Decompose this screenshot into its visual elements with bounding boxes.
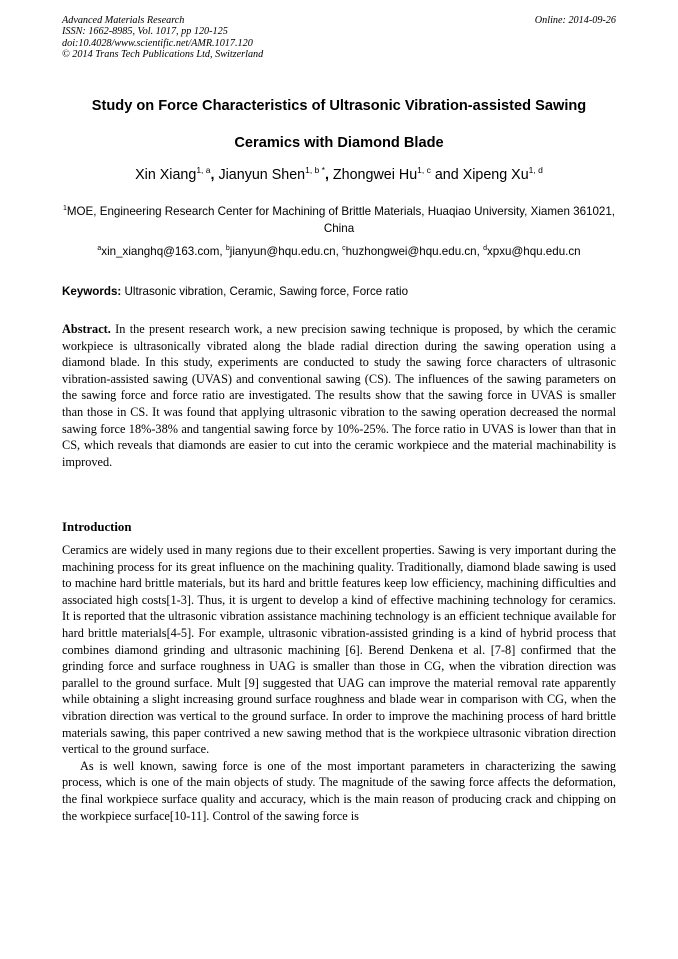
keywords-text: Ultrasonic vibration, Ceramic, Sawing force, Force ratio: [124, 285, 409, 298]
author-sep: ,: [210, 167, 219, 183]
author-name: Xipeng Xu: [462, 167, 529, 183]
paragraph: Ceramics are widely used in many regions due to their excellent properties. Sawing is very important during the machining process for its great influence on the machining quality. Traditionally, diamond blade sawing is used to machine hard brittle materials, but its hard and brittle features keep low efficiency, machining difficulties and associated high costs[1-3]. Thus, it is urgent to develop a kind of effective machining technology for ceramics. It is reported that the ultrasonic vibration assistance machining technology is an efficient technique available for hard brittle materials[4-5]. For example, ultrasonic vibration-assisted grinding is a kind of hybrid process that combines diamond grinding and ultrasonic machining [6]. Berend Denkena et al. [7-8] confirmed that the grinding force and surface roughness in UAG is smaller than those in CG, when the vibration direction was parallel to the ground surface. Mult [9] suggested that UAG can improve the material removal rate apparently while obtaining a slight increasing ground surface roughness and blade wear in comparison with CG, when the vibration direction was vertical to the ground surface. In order to improve the machining process of hard brittle materials sawing, this paper contrived a new sawing method that is the workpiece ultrasonic vibration direction vertical to the ground surface.: [62, 543, 616, 757]
email-sup: c: [342, 245, 346, 252]
doi-line: doi:10.4028/www.scientific.net/AMR.1017.120: [62, 37, 253, 49]
journal-name: Advanced Materials Research: [62, 15, 185, 26]
abstract-label: Abstract.: [62, 322, 111, 336]
introduction-body: [62, 542, 616, 824]
email-address: xpxu@hqu.edu.cn: [486, 245, 581, 258]
affiliation: [62, 203, 616, 237]
author-name: Jianyun Shen: [218, 167, 306, 183]
keywords-label: Keywords:: [62, 285, 122, 298]
author-sep: and: [430, 167, 463, 183]
copyright-line: © 2014 Trans Tech Publications Ltd, Switzerland: [62, 48, 264, 60]
author-sep: ,: [324, 167, 333, 183]
author-list: [0, 165, 678, 185]
email-sup: d: [483, 245, 487, 252]
section-heading: Introduction: [62, 520, 132, 534]
issn-line: ISSN: 1662-8985, Vol. 1017, pp 120-125: [62, 26, 228, 38]
abstract: [62, 321, 616, 470]
author-sup: 1, c: [417, 165, 431, 175]
email-list: [0, 244, 678, 260]
title-line-1: Study on Force Characteristics of Ultrasonic Vibration-assisted Sawing: [91, 98, 587, 114]
email-sep: ,: [476, 245, 484, 258]
online-date: Online: 2014-09-26: [534, 15, 616, 26]
affiliation-text: MOE, Engineering Research Center for Machining of Brittle Materials, Huaqiao University, Xiamen 361021, China: [66, 205, 616, 235]
keywords: [62, 284, 616, 300]
email-sup: a: [97, 245, 102, 252]
author-sup: 1, a: [196, 165, 211, 175]
title-line-2: Ceramics with Diamond Blade: [234, 135, 444, 151]
journal-header: [62, 15, 616, 60]
email-sep: ,: [219, 245, 226, 258]
author-name: Zhongwei Hu: [332, 167, 418, 183]
abstract-text: In the present research work, a new precision sawing technique is proposed, by which the ceramic workpiece is ultrasonically vibrated along the blade radial direction during the sawing operation using a diamond blade. In this study, experiments are conducted to study the sawing force characters of ultrasonic vibration-assisted sawing (UVAS) and conventional sawing (CS). The influences of the sawing parameters on the sawing force and force ratio are investigated. The results show that the sawing force in UVAS is smaller than those in CS. It was found that applying ultrasonic vibration to the sawing operation decreased the normal sawing force 18%-38% and tangential sawing force by 10%-25%. The force ratio in UVAS is lower than that in CS, which reveals that diamonds are easier to cut into the ceramic workpiece and the material machinability is improved.: [62, 322, 616, 469]
paper-title: [0, 88, 678, 162]
email-sup: b: [225, 245, 230, 252]
email-sep: ,: [335, 245, 343, 258]
paragraph: As is well known, sawing force is one of the most important parameters in characterizing the sawing process, which is one of the main objects of study. The magnitude of the sawing force affects the deformation, the final workpiece surface quality and accuracy, which is the main reason of producing crack and chipping on the workpiece surface[10-11]. Control of the sawing force is: [62, 758, 616, 823]
affiliation-sup: 1: [62, 205, 67, 212]
email-address: huzhongwei@hqu.edu.cn: [345, 245, 477, 258]
email-address: xin_xianghq@163.com: [101, 245, 220, 258]
author-sup: 1, b *: [305, 165, 325, 175]
email-address: jianyun@hqu.edu.cn: [229, 245, 336, 258]
author-sup: 1, d: [528, 165, 543, 175]
author-name: Xin Xiang: [135, 167, 197, 183]
